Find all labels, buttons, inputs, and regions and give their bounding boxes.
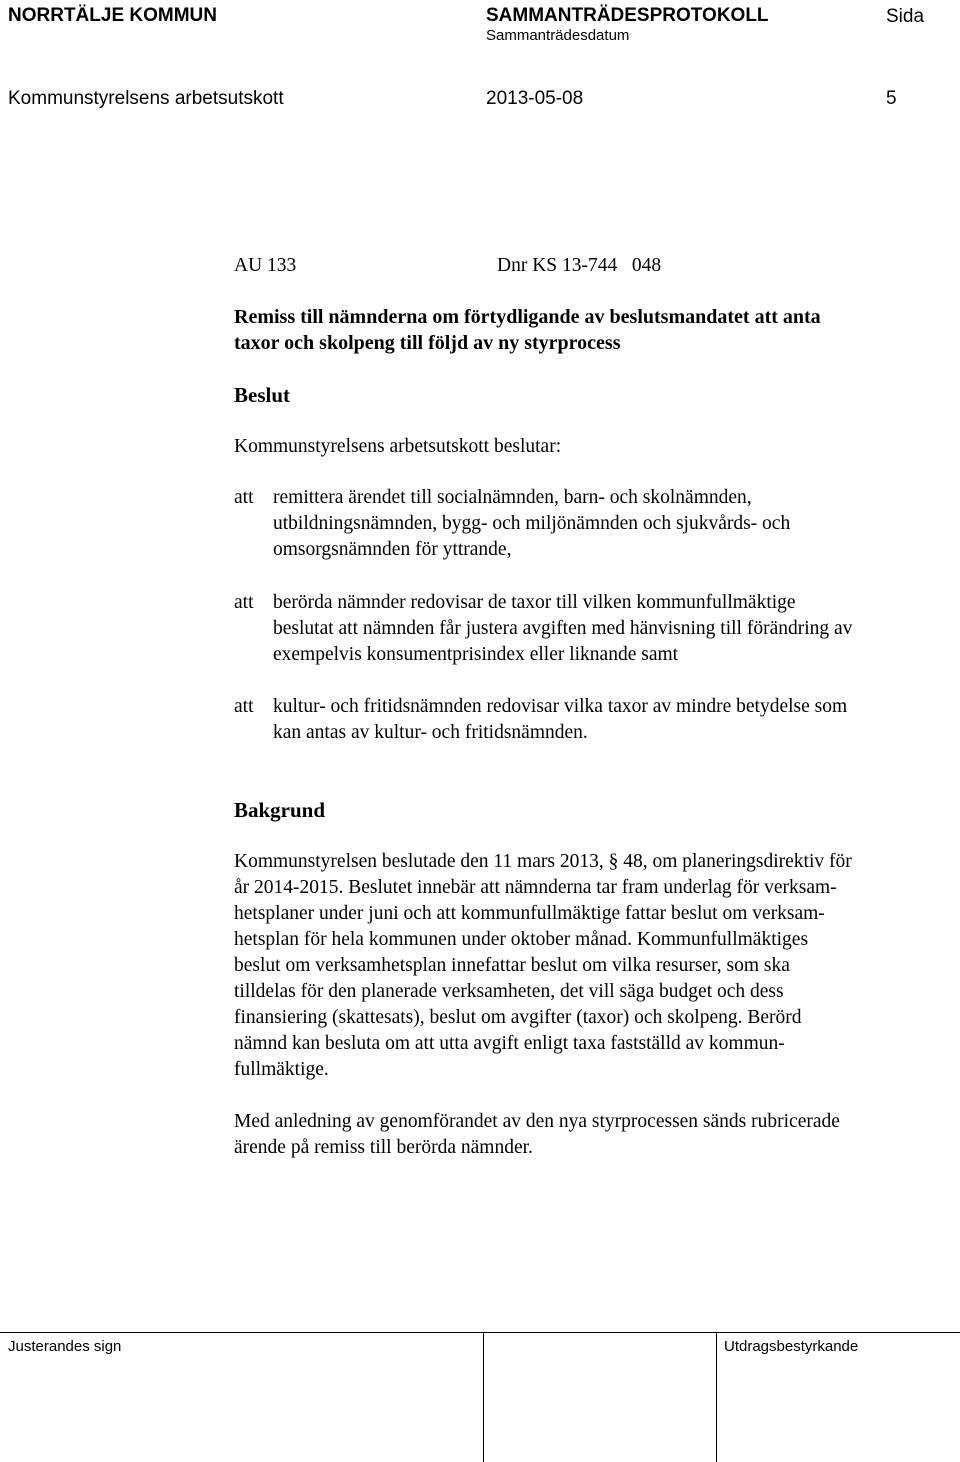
decision-item-lead: att [234,696,254,717]
decision-item-line: exempelvis konsumentprisindex eller liknande samt [273,644,679,665]
meeting-date: 2013-05-08 [486,88,584,109]
utdragsbestyrkande-label: Utdragsbestyrkande [724,1338,859,1355]
paragraph-line: beslut om verksamhetsplan innefattar beslut om vilka resurser, som ska [234,955,790,976]
case-au-number: AU 133 [234,255,297,276]
decision-intro: Kommunstyrelsens arbetsutskott beslutar: [234,436,562,457]
background-paragraph-2 [234,1109,954,1161]
decision-item-lead: att [234,487,254,508]
justerandes-sign-label: Justerandes sign [8,1338,122,1355]
footer-column-divider-2 [716,1333,717,1462]
protocol-title: SAMMANTRÄDESPROTOKOLL [486,5,769,26]
paragraph-line: Med anledning av genomförandet av den nya styrprocessen sänds rubricerade [234,1111,840,1132]
paragraph-line: ärende på remiss till berörda nämnder. [234,1137,533,1158]
paragraph-line: hetsplaner under juni och att kommunfullmäktige fattar beslut om verksam- [234,903,825,924]
paragraph-line: nämnd kan besluta om att utta avgift enligt taxa fastställd av kommun- [234,1033,785,1054]
decision-item-line: utbildningsnämnden, bygg- och miljönämnden och sjukvårds- och [273,513,791,534]
page-number: 5 [886,88,897,109]
decision-item-line: remittera ärendet till socialnämnden, barn- och skolnämnden, [273,487,752,508]
paragraph-line: hetsplan för hela kommunen under oktober månad. Kommunfullmäktiges [234,929,809,950]
decision-item-line: omsorgsnämnden för yttrande, [273,539,512,560]
case-dnr: Dnr KS 13-744 048 [497,255,662,276]
paragraph-line: Kommunstyrelsen beslutade den 11 mars 2013, § 48, om planeringsdirektiv för [234,851,852,872]
decision-heading: Beslut [234,383,291,407]
footer-column-divider-1 [483,1333,484,1462]
footer-divider [0,1332,960,1333]
decision-item-line: berörda nämnder redovisar de taxor till vilken kommunfullmäktige [273,592,796,613]
case-title-line-2: taxor och skolpeng till följd av ny styrprocess [234,332,621,354]
page-label: Sida [886,6,925,27]
meeting-date-label: Sammanträdesdatum [486,27,630,44]
paragraph-line: finansiering (skattesats), beslut om avgifter (taxor) och skolpeng. Berörd [234,1007,802,1028]
decision-item-line: beslutat att nämnden får justera avgiften med hänvisning till förändring av [273,618,853,639]
background-paragraph-1 [234,849,954,1083]
decision-item-line: kan antas av kultur- och fritidsnämnden. [273,722,588,743]
committee-name: Kommunstyrelsens arbetsutskott [8,88,284,109]
municipality-name: NORRTÄLJE KOMMUN [8,5,217,26]
paragraph-line: tilldelas för den planerade verksamheten, det vill säga budget och dess [234,981,784,1002]
decision-item-line: kultur- och fritidsnämnden redovisar vilka taxor av mindre betydelse som [273,696,848,717]
case-title-line-1: Remiss till nämnderna om förtydligande av beslutsmandatet att anta [234,306,821,328]
paragraph-line: fullmäktige. [234,1059,329,1080]
decision-item-lead: att [234,592,254,613]
paragraph-line: år 2014-2015. Beslutet innebär att nämnderna tar fram underlag för verksam- [234,877,837,898]
background-heading: Bakgrund [234,798,326,822]
